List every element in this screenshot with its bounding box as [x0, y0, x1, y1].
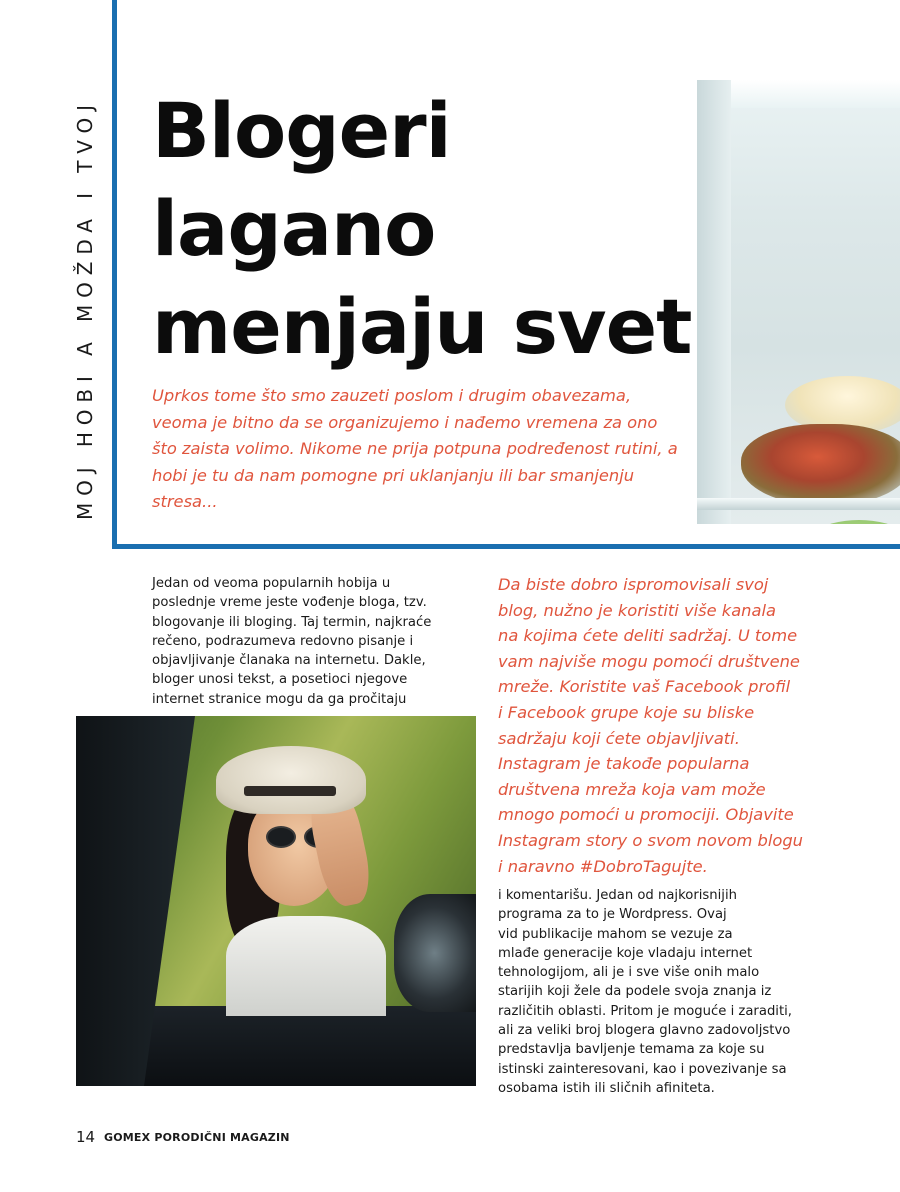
car-side-mirror — [394, 894, 476, 1012]
body-text-right: i komentarišu. Jedan od najkorisnijih programa za to je Wordpress. Ovaj vid publikacije mahom se vezuje za mlađe generacije koje vladaju internet tehnologijom, ali je i sve više onih malo starijih koji žele da podele svoja znanja iz različitih oblasti. Pritom je moguće i zaraditi, ali za veliki broj blogera glavno zadovoljstvo predstavlja bavljenje temama za koje su istinski zainteresovani, kao i povezivanje sa osobama istih ili sličnih afiniteta. — [498, 888, 793, 1096]
accent-rule-horizontal — [112, 544, 900, 549]
article-title — [152, 82, 692, 376]
article-lead: Uprkos tome što smo zauzeti poslom i drugim obavezama, veoma je bitno da se organizujemo i nađemo vremena za ono što zaista volimo. Nikome ne prija potpuna podređenost rutini, a hobi je tu da nam pomogne pri uklanjanju ili bar smanjenju stresa... — [152, 386, 678, 511]
accent-rule-vertical — [112, 0, 117, 549]
fridge-photo — [697, 80, 900, 524]
woman-in-car-photo — [76, 716, 476, 1086]
woman-shirt — [226, 916, 386, 1016]
section-label: MOJ HOBI A MOŽDA I TVOJ — [73, 98, 97, 520]
page-number: 14 — [76, 1128, 96, 1146]
hat-band — [244, 786, 336, 796]
fridge-wall — [697, 80, 731, 524]
straw-hat — [216, 746, 366, 814]
body-text-left: Jedan od veoma popularnih hobija u poslednje vreme jeste vođenje bloga, tzv. blogovanje ili bloging. Taj termin, najkraće rečeno, podrazumeva redovno pisanje i objavljivanje članaka na internetu. Dakle, bloger unosi tekst, a posetioci njegove internet stranice mogu da ga pročitaju — [152, 576, 432, 707]
callout-text: Da biste dobro ispromovisali svoj blog, nužno je koristiti više kanala na kojima ćete deliti sadržaj. U tome vam najviše mogu pomoći društvene mreže. Koristite vaš Facebook profil i Facebook grupe koje su bliske sadržaju koji ćete objavljivati. Instagram je takođe popularna društvena mreža koja vam može mnogo pomoći u promociji. Objavite Instagram story o svom novom blogu i naravno #DobroTagujte. — [498, 575, 803, 876]
magazine-name: GOMEX PORODIČNI MAGAZIN — [104, 1131, 290, 1144]
fridge-glass-shelf — [697, 498, 900, 510]
article-title-text: Blogeri lagano menjaju svet — [152, 86, 692, 371]
fridge-bowl-beans — [741, 424, 900, 506]
fridge-lettuce — [789, 520, 900, 524]
